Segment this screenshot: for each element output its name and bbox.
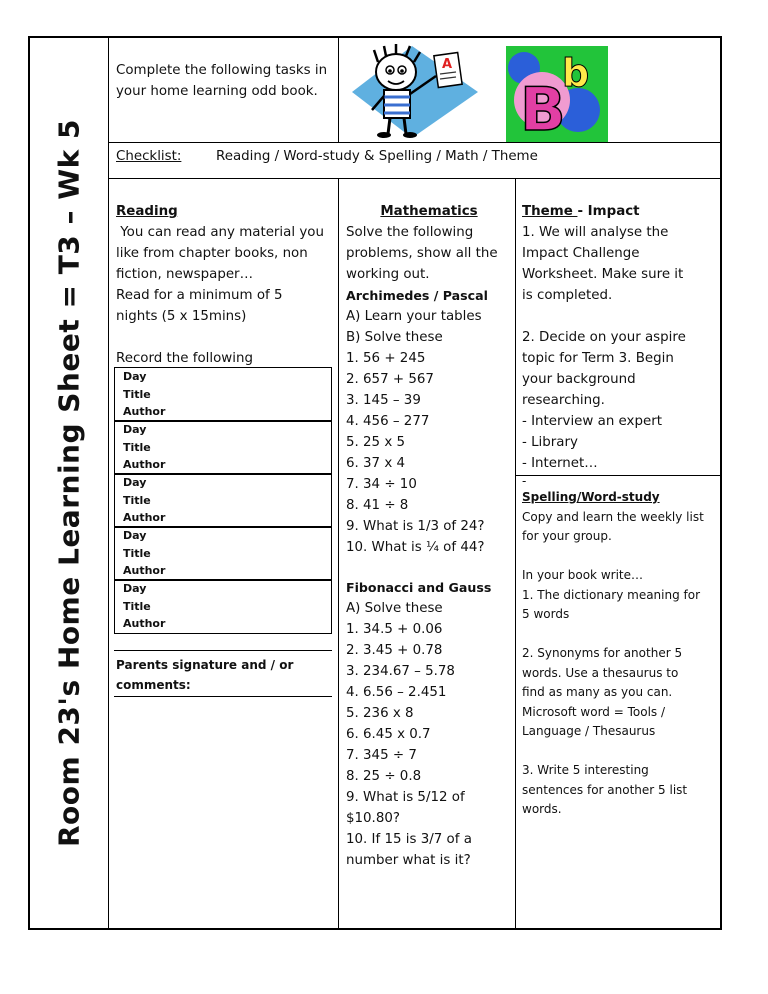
spelling-line: find as many as you can. <box>522 685 673 699</box>
reading-line: You can read any material you <box>116 225 324 240</box>
spelling-dash: - <box>522 474 527 488</box>
parents-signature-label: Parents signature and / or comments: <box>116 658 294 692</box>
record-day: Day <box>123 529 147 542</box>
theme-line: - Interview an expert <box>522 414 662 429</box>
math-problem: 3. 145 – 39 <box>346 393 421 408</box>
record-title: Title <box>123 546 151 560</box>
record-box-1 <box>114 367 332 422</box>
sheet-title: Room 23's Home Learning Sheet = T3 – Wk 5 <box>52 118 86 848</box>
math-group-1-b: B) Solve these <box>346 330 443 345</box>
record-author: Author <box>123 458 166 471</box>
theme-line: researching. <box>522 393 605 408</box>
spelling-line: 2. Synonyms for another 5 <box>522 646 683 660</box>
math-group-1-a: A) Learn your tables <box>346 309 482 324</box>
theme-line: Worksheet. Make sure it <box>522 267 684 282</box>
spelling-line: Language / Thesaurus <box>522 724 656 738</box>
record-title: Title <box>123 599 151 613</box>
spelling-line: In your book write… <box>522 568 643 582</box>
math-problem: 7. 34 ÷ 10 <box>346 477 417 492</box>
record-author: Author <box>123 511 166 524</box>
reading-line: fiction, newspaper… <box>116 267 253 282</box>
paper-letter: A <box>442 57 453 72</box>
spelling-section <box>522 474 718 820</box>
record-author: Author <box>123 564 166 577</box>
theme-line: topic for Term 3. Begin <box>522 351 674 366</box>
small-letter-b: b <box>562 51 590 95</box>
record-label: Record the following <box>116 351 253 366</box>
checklist-items: Reading / Word-study & Spelling / Math / Theme <box>216 149 538 164</box>
math-group-2-a: A) Solve these <box>346 601 443 616</box>
divider-checklist <box>108 178 722 179</box>
reading-section <box>116 201 334 327</box>
parents-bottom-line <box>114 696 332 697</box>
checklist-label: Checklist: <box>116 149 182 164</box>
math-problem: 4. 456 – 277 <box>346 414 430 429</box>
record-day: Day <box>123 423 147 436</box>
big-letter-b: B <box>520 75 566 142</box>
reading-line: nights (5 x 15mins) <box>116 309 247 324</box>
spelling-line: 5 words <box>522 607 570 621</box>
math-problem: number what is it? <box>346 853 471 868</box>
spelling-line: Microsoft word = Tools / <box>522 704 666 719</box>
theme-line: is completed. <box>522 288 613 303</box>
divider-title <box>108 38 109 928</box>
spelling-line: words. <box>522 802 562 816</box>
theme-line: 2. Decide on your aspire <box>522 330 686 345</box>
math-section <box>346 201 512 871</box>
divider-header <box>108 142 722 143</box>
math-problem: 1. 56 + 245 <box>346 351 426 366</box>
record-box-2 <box>114 420 332 475</box>
spelling-line: 3. Write 5 interesting <box>522 763 649 777</box>
math-problem: 8. 25 ÷ 0.8 <box>346 769 422 784</box>
spelling-line: 1. The dictionary meaning for <box>522 587 701 602</box>
theme-line: 1. We will analyse the <box>522 225 669 240</box>
intro-text: Complete the following tasks in your home learning odd book. <box>116 63 328 99</box>
math-group-2-title: Fibonacci and Gauss <box>346 580 492 595</box>
math-problem: 2. 657 + 567 <box>346 372 434 387</box>
record-author: Author <box>123 405 166 418</box>
spelling-line: sentences for another 5 list <box>522 782 688 797</box>
spelling-line: words. Use a thesaurus to <box>522 665 679 680</box>
math-problem: 8. 41 ÷ 8 <box>346 498 409 513</box>
math-problem: 10. If 15 is 3/7 of a <box>346 832 472 847</box>
math-problem: 1. 34.5 + 0.06 <box>346 622 443 637</box>
spelling-line: Copy and learn the weekly list <box>522 509 704 524</box>
divider-col-2 <box>338 178 339 928</box>
learning-sheet <box>28 36 722 930</box>
math-problem: $10.80? <box>346 811 400 826</box>
record-box-5 <box>114 579 332 634</box>
math-problem: 6. 37 x 4 <box>346 456 406 471</box>
math-problem: 2. 3.45 + 0.78 <box>346 643 443 658</box>
spelling-line: for your group. <box>522 529 612 543</box>
math-problem: 5. 236 x 8 <box>346 706 414 721</box>
reading-line: like from chapter books, non <box>116 246 308 261</box>
cartoon-kid-with-paper-icon <box>350 44 480 140</box>
theme-line: Impact Challenge <box>522 246 640 261</box>
divider-header-col <box>338 38 339 142</box>
letter-Bb-block-icon <box>506 46 608 142</box>
parents-top-line <box>114 650 332 651</box>
math-problem: 7. 345 ÷ 7 <box>346 748 417 763</box>
record-box-4 <box>114 526 332 581</box>
math-problem: 4. 6.56 – 2.451 <box>346 685 447 700</box>
math-problem: 3. 234.67 – 5.78 <box>346 664 455 679</box>
theme-line: - Library <box>522 435 578 450</box>
math-intro-line: Solve the following <box>346 225 474 240</box>
math-group-1-title: Archimedes / Pascal <box>346 288 488 303</box>
theme-line: your background <box>522 372 636 387</box>
record-day: Day <box>123 370 147 383</box>
reading-heading: Reading <box>116 204 178 219</box>
side-title-column <box>30 38 108 928</box>
math-intro-line: working out. <box>346 267 430 282</box>
divider-col-3 <box>515 178 516 928</box>
record-day: Day <box>123 582 147 595</box>
record-title: Title <box>123 440 151 454</box>
math-problem: 9. What is 5/12 of <box>346 790 465 805</box>
math-problem: 10. What is ¼ of 44? <box>346 540 485 555</box>
record-title: Title <box>123 493 151 507</box>
math-problem: 6. 6.45 x 0.7 <box>346 727 431 742</box>
math-problem: 5. 25 x 5 <box>346 435 406 450</box>
math-intro-line: problems, show all the <box>346 246 498 261</box>
record-author: Author <box>123 617 166 630</box>
record-title: Title <box>123 387 151 401</box>
theme-heading: Theme - Impact <box>522 204 640 219</box>
math-problem: 9. What is 1/3 of 24? <box>346 519 485 534</box>
spelling-heading: Spelling/Word-study <box>522 490 660 504</box>
record-day: Day <box>123 476 147 489</box>
reading-line: Read for a minimum of 5 <box>116 288 283 303</box>
theme-line: - Internet… <box>522 456 598 471</box>
record-box-3 <box>114 473 332 528</box>
math-heading: Mathematics <box>380 204 478 219</box>
theme-section <box>522 201 718 474</box>
